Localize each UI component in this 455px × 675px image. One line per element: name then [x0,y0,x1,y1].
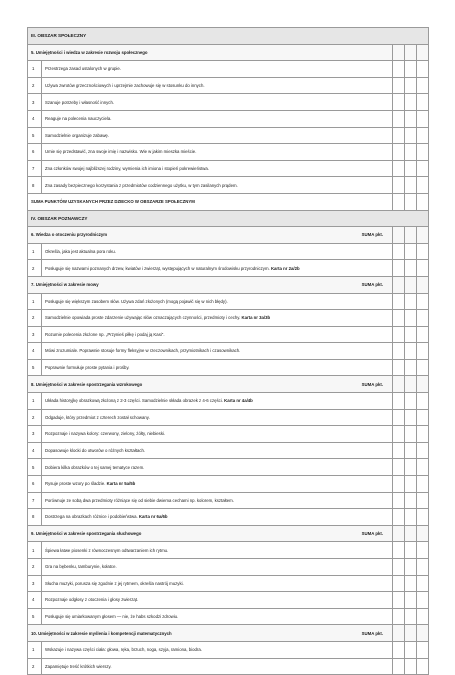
area-sum-score-cell-2[interactable] [405,193,417,210]
item-text-cell [42,359,393,376]
section-sum-score-cell-2[interactable] [405,376,417,393]
item-text-cell [42,310,393,327]
item-score-cell-3[interactable] [417,559,429,576]
item-score-cell-2[interactable] [405,641,417,658]
item-text: Rysuje proste wzory po śladzie. [45,481,106,487]
item-text-cell [42,658,393,675]
item-text: Mówi zrozumiale. Poprawnie stosuje formy fleksyjne w rzeczownikach, przymiotnikach i czasownikach. [45,348,241,354]
item-text: Rozumie polecenia złożone np. „Przynieś piłkę i podaj ją Kasi". [45,331,165,337]
item-text-cell [42,641,393,658]
section-title-cell [28,525,393,542]
item-text: Dobiera kilka obrazków o tej samej tematyce razem. [45,464,145,470]
item-text-cell [42,492,393,509]
item-row [28,343,429,360]
item-text-cell [42,426,393,443]
item-score-cell-2[interactable] [405,608,417,625]
section-title-row [28,276,429,293]
item-number: 4 [28,592,42,609]
item-score-cell-2[interactable] [405,177,417,194]
item-number: 2 [28,310,42,327]
item-text: Określa, jaka jest aktualna pora roku. [45,248,116,254]
item-score-cell-3[interactable] [417,177,429,194]
item-score-cell-2[interactable] [405,243,417,260]
item-score-cell-1[interactable] [393,442,405,459]
item-score-cell-3[interactable] [417,326,429,343]
item-score-cell-3[interactable] [417,592,429,609]
item-score-cell-1[interactable] [393,359,405,376]
item-score-cell-1[interactable] [393,160,405,177]
item-text-cell [42,476,393,493]
item-score-cell-3[interactable] [417,310,429,327]
section-title: 8. Umiejętności w zakresie spostrzegania wzrokowego [31,381,143,387]
item-text-cell [42,409,393,426]
item-text: Szanuje potrzeby i własność innych. [45,99,115,105]
item-number: 5 [28,608,42,625]
item-row [28,592,429,609]
item-score-cell-2[interactable] [405,127,417,144]
item-score-cell-3[interactable] [417,476,429,493]
item-text: Rozpoznaje odgłosy z otoczenia i głosy zwierząt. [45,597,139,603]
item-score-cell-1[interactable] [393,243,405,260]
section-sum-label: SUMA pkt. [361,630,383,636]
area-header-row [28,210,429,227]
item-text-cell [42,177,393,194]
section-sum-score-cell-3[interactable] [417,525,429,542]
item-score-cell-1[interactable] [393,426,405,443]
item-score-cell-3[interactable] [417,509,429,526]
item-text-cell [42,144,393,161]
item-score-cell-2[interactable] [405,426,417,443]
item-score-cell-2[interactable] [405,459,417,476]
item-text-cell [42,94,393,111]
item-text-cell [42,160,393,177]
item-number: 4 [28,442,42,459]
section-title-cell [28,44,393,61]
item-text: Przestrzega zasad ustalonych w grupie. [45,66,121,72]
item-score-cell-2[interactable] [405,393,417,410]
section-sum-score-cell-2[interactable] [405,525,417,542]
item-text-cell [42,127,393,144]
item-score-cell-3[interactable] [417,641,429,658]
item-score-cell-3[interactable] [417,243,429,260]
item-score-cell-3[interactable] [417,110,429,127]
item-row [28,459,429,476]
item-score-cell-2[interactable] [405,326,417,343]
worksheet-reference: Karta nr 2a/2b [270,265,300,271]
item-number: 8 [28,177,42,194]
item-score-cell-3[interactable] [417,160,429,177]
section-title-cell [28,276,393,293]
item-text-cell [42,542,393,559]
item-score-cell-2[interactable] [405,359,417,376]
item-score-cell-1[interactable] [393,492,405,509]
item-score-cell-2[interactable] [405,559,417,576]
item-text: Porównuje ze sobą dwa przedmioty różniące się od siebie dwiema cechami np. kolorem, kształtem. [45,497,234,503]
section-title-row [28,625,429,642]
item-score-cell-2[interactable] [405,293,417,310]
section-sum-label: SUMA pkt. [361,282,383,288]
section-title: 5. Umiejętności i wiedza w zakresie rozwoju społecznego [31,49,148,55]
item-score-cell-2[interactable] [405,509,417,526]
item-score-cell-3[interactable] [417,542,429,559]
item-text: Reaguje na polecenia nauczyciela. [45,116,112,122]
item-text: Gra na bębenku, tamburynie, kołatce. [45,564,117,570]
item-number: 1 [28,243,42,260]
item-number: 1 [28,61,42,78]
item-number: 8 [28,509,42,526]
item-number: 1 [28,542,42,559]
item-score-cell-3[interactable] [417,575,429,592]
item-text-cell [42,559,393,576]
item-row [28,509,429,526]
item-row [28,476,429,493]
item-row [28,326,429,343]
item-text-cell [42,326,393,343]
item-score-cell-3[interactable] [417,426,429,443]
item-row [28,160,429,177]
item-score-cell-1[interactable] [393,293,405,310]
item-score-cell-2[interactable] [405,144,417,161]
item-text-cell [42,509,393,526]
item-text-cell [42,442,393,459]
item-row [28,94,429,111]
item-row [28,310,429,327]
section-sum-label: SUMA pkt. [361,232,383,238]
item-text: Dostrzega na obrazkach różnice i podobieństwa. [45,514,138,520]
item-score-cell-1[interactable] [393,326,405,343]
item-text-cell [42,343,393,360]
item-number: 3 [28,94,42,111]
item-text: Śpiewa łatwe piosenki z równoczesnym odtwarzaniem ich rytmu. [45,547,169,553]
item-text: Używa zwrotów grzecznościowych i uprzejmie zachowuje się w stosunku do innych. [45,82,205,88]
item-row [28,359,429,376]
item-text: Posługuje się umiarkowanym głosem — nie, że habs szkodzi zdrowiu. [45,613,179,619]
item-score-cell-1[interactable] [393,575,405,592]
item-score-cell-1[interactable] [393,144,405,161]
item-row [28,393,429,410]
section-sum-score-cell-1[interactable] [393,227,405,244]
section-sum-score-cell-1[interactable] [393,625,405,642]
area-title: III. OBSZAR SPOŁECZNY [28,28,429,45]
item-score-cell-1[interactable] [393,393,405,410]
item-row [28,243,429,260]
item-score-cell-3[interactable] [417,61,429,78]
section-title-cell [28,376,393,393]
item-score-cell-2[interactable] [405,442,417,459]
area-header-row [28,28,429,45]
item-score-cell-3[interactable] [417,127,429,144]
item-row [28,542,429,559]
section-sum-score-cell-3[interactable] [417,376,429,393]
item-text-cell [42,243,393,260]
item-score-cell-1[interactable] [393,658,405,675]
item-row [28,426,429,443]
item-score-cell-3[interactable] [417,343,429,360]
item-score-cell-2[interactable] [405,592,417,609]
area-title: IV. OBSZAR POZNAWCZY [28,210,429,227]
item-text-cell [42,293,393,310]
item-number: 7 [28,492,42,509]
item-row [28,77,429,94]
area-sum-score-cell-1[interactable] [393,193,405,210]
item-score-cell-3[interactable] [417,459,429,476]
section-sum-score-cell-1[interactable] [393,376,405,393]
item-text: Zna członków swojej najbliższej rodziny, wymienia ich imiona i stopień pokrewieństwa. [45,165,209,171]
item-number: 7 [28,160,42,177]
section-title-row [28,227,429,244]
item-text: Posługuje się większym zasobem słów. Używa zdań złożonych (mogą pojawić się w nich błędy). [45,298,228,304]
item-number: 1 [28,393,42,410]
item-number: 4 [28,110,42,127]
item-row [28,641,429,658]
item-score-cell-1[interactable] [393,559,405,576]
item-score-cell-1[interactable] [393,127,405,144]
section-sum-label: SUMA pkt. [361,381,383,387]
area-sum-label: SUMA PUNKTÓW UZYSKANYCH PRZEZ DZIECKO W OBSZARZE SPOŁECZNYM [28,193,393,210]
item-row [28,61,429,78]
item-text: Układa historyjkę obrazkową złożoną z 2-3 części. Samodzielnie składa obrazek z 4-6 części. [45,398,223,404]
assessment-table [27,27,429,675]
item-score-cell-3[interactable] [417,442,429,459]
item-text: Słucha muzyki, porusza się zgodnie z jej rytmem, określa nastrój muzyki. [45,580,184,586]
item-score-cell-2[interactable] [405,77,417,94]
item-score-cell-1[interactable] [393,94,405,111]
worksheet-reference: Karta nr 3a/3b [241,315,271,321]
item-number: 3 [28,575,42,592]
item-row [28,575,429,592]
item-score-cell-2[interactable] [405,110,417,127]
item-number: 2 [28,559,42,576]
item-score-cell-1[interactable] [393,459,405,476]
item-text-cell [42,608,393,625]
section-sum-score-cell-2[interactable] [405,227,417,244]
section-title: 9. Umiejętności w zakresie spostrzegania słuchowego [31,531,142,536]
item-row [28,409,429,426]
item-number: 3 [28,426,42,443]
item-text: Samodzielnie opowiada proste zdarzenie używając słów oznaczających czynności, przedmioty i cechy. [45,315,241,321]
item-score-cell-2[interactable] [405,343,417,360]
item-score-cell-1[interactable] [393,641,405,658]
item-score-cell-2[interactable] [405,492,417,509]
item-text: Zna zasady bezpiecznego korzystania z przedmiotów codziennego użytku, w tym zasilanych prądem. [45,182,238,188]
item-number: 1 [28,293,42,310]
item-score-cell-2[interactable] [405,476,417,493]
section-sum-label: SUMA pkt. [361,531,383,536]
item-score-cell-1[interactable] [393,592,405,609]
item-number: 2 [28,260,42,277]
item-score-cell-2[interactable] [405,260,417,277]
item-text-cell [42,110,393,127]
item-score-cell-3[interactable] [417,293,429,310]
item-score-cell-2[interactable] [405,658,417,675]
section-title: 10. Umiejętności w zakresie myślenia i kompetencji matematycznych [31,630,172,636]
item-number: 2 [28,77,42,94]
item-score-cell-3[interactable] [417,409,429,426]
item-score-cell-3[interactable] [417,359,429,376]
area-sum-score-cell-3[interactable] [417,193,429,210]
section-title-row [28,44,429,61]
item-row [28,442,429,459]
item-number: 5 [28,127,42,144]
item-score-cell-1[interactable] [393,77,405,94]
section-sum-score-cell-3[interactable] [417,625,429,642]
section-title-cell [28,625,393,642]
worksheet-reference: Karta nr 5a/5b [106,481,136,487]
item-row [28,293,429,310]
section-sum-score-cell-1[interactable] [393,276,405,293]
item-score-cell-3[interactable] [417,658,429,675]
section-title-row [28,525,429,542]
item-text: Umie się przedstawić, zna swoje imię i nazwisko. Wie w jakim mieszka mieście. [45,149,197,155]
item-score-cell-1[interactable] [393,343,405,360]
section-sum-score-cell-3[interactable] [417,227,429,244]
item-row [28,559,429,576]
item-row [28,110,429,127]
item-score-cell-1[interactable] [393,476,405,493]
item-score-cell-1[interactable] [393,61,405,78]
item-row [28,127,429,144]
section-sum-score-cell-2[interactable] [405,44,417,61]
section-sum-score-cell-3[interactable] [417,276,429,293]
item-text-cell [42,459,393,476]
item-text-cell [42,575,393,592]
section-sum-score-cell-2[interactable] [405,276,417,293]
item-score-cell-2[interactable] [405,160,417,177]
item-number: 1 [28,641,42,658]
section-sum-score-cell-3[interactable] [417,44,429,61]
item-score-cell-3[interactable] [417,94,429,111]
item-score-cell-2[interactable] [405,409,417,426]
item-number: 6 [28,144,42,161]
item-score-cell-1[interactable] [393,177,405,194]
item-score-cell-3[interactable] [417,608,429,625]
item-score-cell-1[interactable] [393,409,405,426]
item-text: Zapamiętuje treść krótkich wierszy. [45,663,112,669]
item-score-cell-1[interactable] [393,542,405,559]
item-text-cell [42,592,393,609]
section-sum-score-cell-1[interactable] [393,525,405,542]
section-title-cell [28,227,393,244]
worksheet-reference: Karta nr 4a/4b [224,398,253,404]
item-text: Poprawnie formułuje proste pytania i prośby. [45,365,130,371]
assessment-sheet [27,27,428,675]
item-text: Dopasowuje klocki do otworów o różnych kształtach. [45,448,146,454]
item-row [28,658,429,675]
item-text-cell [42,61,393,78]
item-score-cell-3[interactable] [417,77,429,94]
section-sum-score-cell-1[interactable] [393,44,405,61]
item-score-cell-3[interactable] [417,393,429,410]
item-score-cell-3[interactable] [417,144,429,161]
item-score-cell-2[interactable] [405,542,417,559]
item-number: 5 [28,459,42,476]
item-row [28,177,429,194]
item-text-cell [42,260,393,277]
item-number: 6 [28,476,42,493]
item-score-cell-1[interactable] [393,310,405,327]
item-text: Rozpoznaje i nazywa kolory: czerwony, zielony, żółty, niebieski. [45,431,166,437]
item-number: 5 [28,359,42,376]
item-text-cell [42,393,393,410]
item-score-cell-3[interactable] [417,492,429,509]
item-text: Odgaduje, który przedmiot z czterech został schowany. [45,414,150,420]
area-sum-row [28,193,429,210]
item-score-cell-1[interactable] [393,260,405,277]
item-text: Samodzielnie organizuje zabawę. [45,132,110,138]
item-number: 3 [28,326,42,343]
section-title: 7. Umiejętności w zakresie mowy [31,282,99,288]
section-title: 6. Wiedza o otoczeniu przyrodniczym [31,232,108,238]
item-score-cell-3[interactable] [417,260,429,277]
section-title-row [28,376,429,393]
item-score-cell-2[interactable] [405,61,417,78]
item-score-cell-1[interactable] [393,608,405,625]
item-number: 4 [28,343,42,360]
item-number: 2 [28,409,42,426]
item-text: Posługuje się nazwami poznanych drzew, kwiatów i zwierząt, występujących w naturalnym środowisku przyrodniczym. [45,265,270,271]
item-score-cell-2[interactable] [405,575,417,592]
item-row [28,144,429,161]
item-text: Wskazuje i nazywa części ciała: głowa, ręka, brzuch, noga, szyja, ramiona, biodra. [45,647,202,653]
worksheet-reference: Karta nr 6a/6b [138,514,168,520]
item-text-cell [42,77,393,94]
item-score-cell-2[interactable] [405,310,417,327]
item-score-cell-1[interactable] [393,110,405,127]
item-number: 2 [28,658,42,675]
item-row [28,608,429,625]
item-row [28,260,429,277]
item-score-cell-2[interactable] [405,94,417,111]
item-score-cell-1[interactable] [393,509,405,526]
section-sum-score-cell-2[interactable] [405,625,417,642]
item-row [28,492,429,509]
